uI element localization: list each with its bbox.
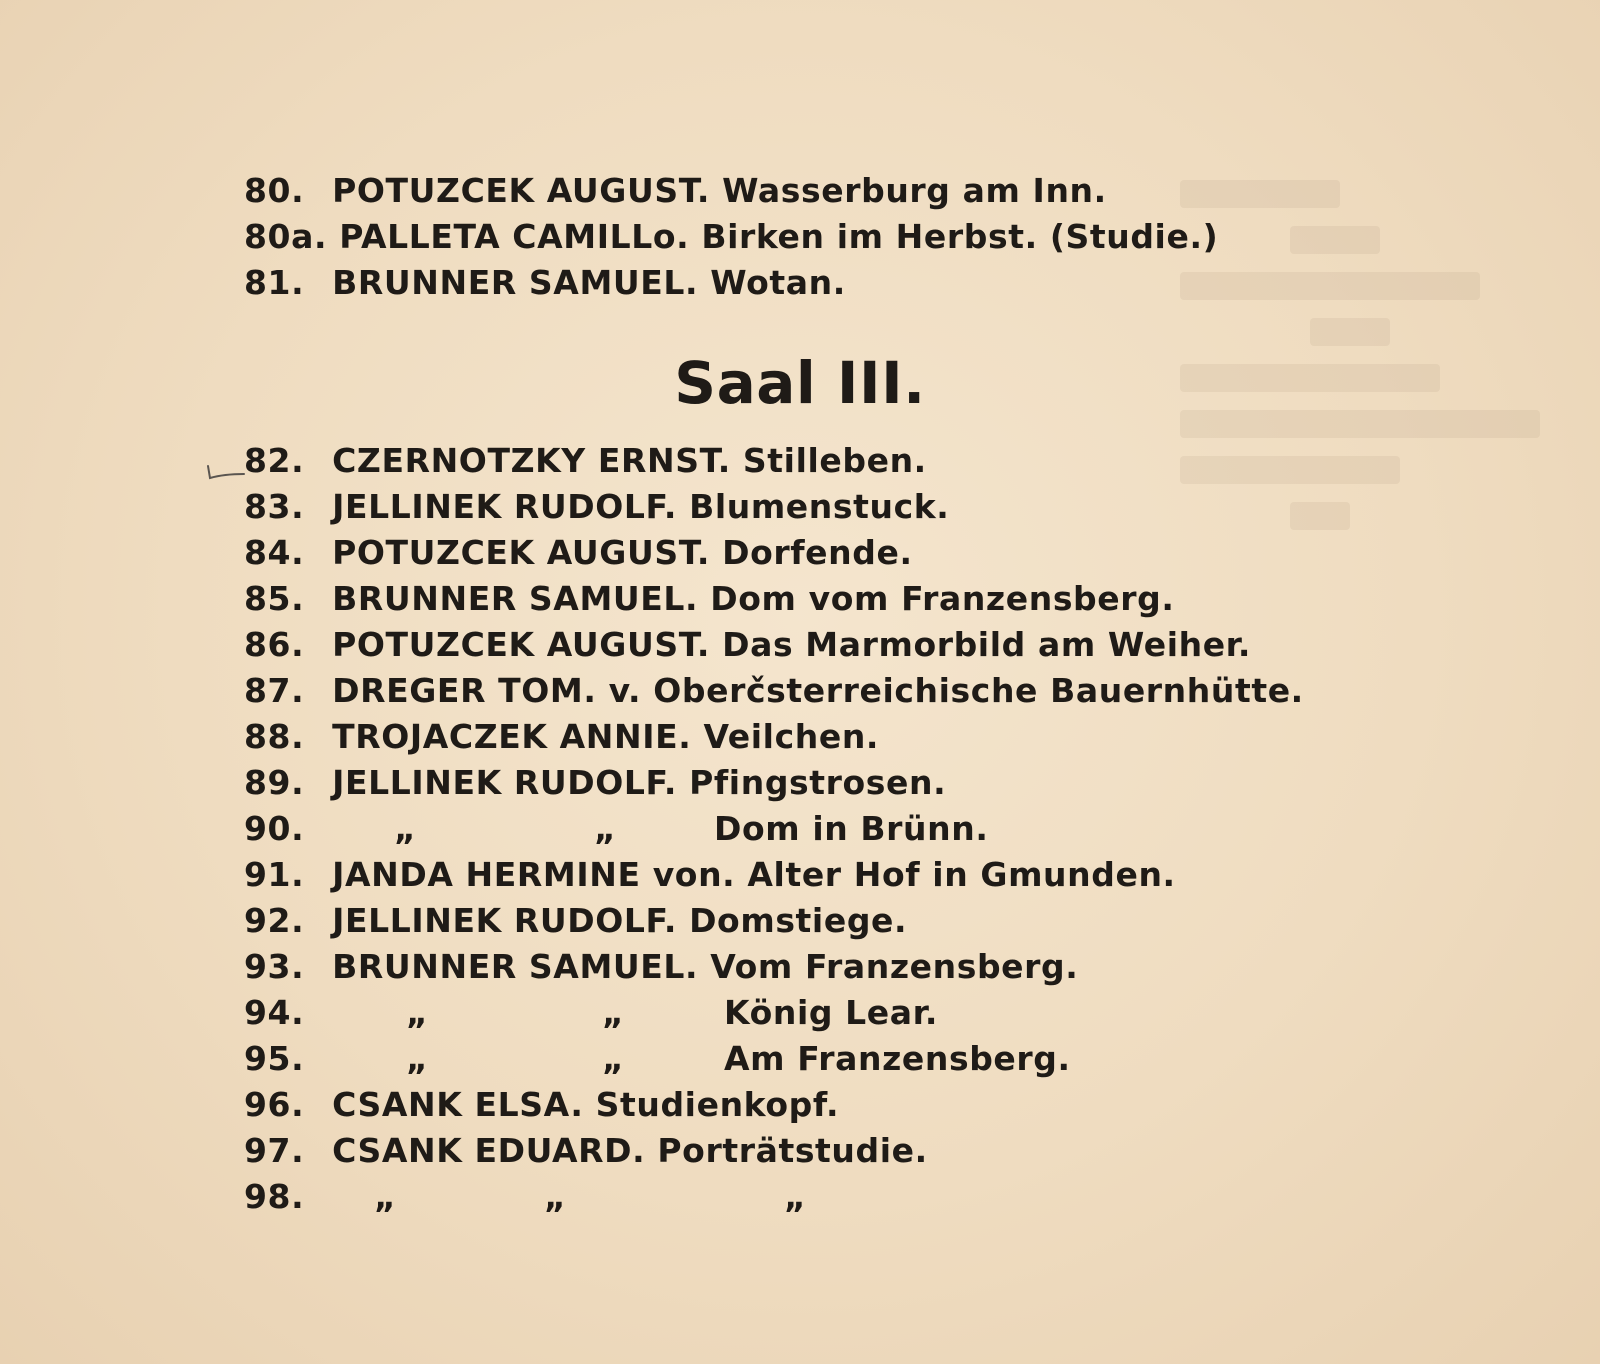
entry-text: POTUZCEK AUGUST. Wasserburg am Inn.	[332, 171, 1107, 210]
entry-number: 88.	[244, 717, 305, 756]
entry-number: 92.	[244, 901, 305, 940]
entry-text: BRUNNER SAMUEL. Vom Franzensberg.	[332, 947, 1079, 986]
entry-number: 83.	[244, 487, 305, 526]
ditto-mark: „	[784, 1177, 807, 1216]
entry-text: DREGER TOM. v. Oberčsterreichische Bauernhütte.	[332, 671, 1304, 710]
catalog-entry-85	[244, 576, 1304, 622]
entry-number: 97.	[244, 1131, 305, 1170]
section-heading-saal-iii: Saal III.	[674, 349, 926, 417]
entry-number: 96.	[244, 1085, 305, 1124]
entry-number: 87.	[244, 671, 305, 710]
catalog-entry-97	[244, 1128, 1304, 1174]
pencil-tick-mark	[204, 460, 248, 482]
entry-text: CSANK ELSA. Studienkopf.	[332, 1085, 840, 1124]
entry-text: CSANK EDUARD. Porträtstudie.	[332, 1131, 928, 1170]
entries-before-saal-iii	[244, 168, 1218, 306]
entry-number: 95.	[244, 1039, 305, 1078]
entry-number: 93.	[244, 947, 305, 986]
catalog-entry-94	[244, 990, 1304, 1036]
catalog-entry-93	[244, 944, 1304, 990]
catalog-entry-80a	[244, 214, 1218, 260]
catalog-entry-96	[244, 1082, 1304, 1128]
ditto-mark: „	[406, 993, 429, 1032]
catalog-entry-82	[244, 438, 1304, 484]
entry-number: 94.	[244, 993, 305, 1032]
ditto-mark: „	[594, 809, 617, 848]
catalog-entry-87	[244, 668, 1304, 714]
ditto-mark: „	[602, 993, 625, 1032]
catalog-entry-83	[244, 484, 1304, 530]
catalog-entry-89	[244, 760, 1304, 806]
catalog-entry-86	[244, 622, 1304, 668]
entry-title: Am Franzensberg.	[724, 1039, 1071, 1078]
entry-number: 86.	[244, 625, 305, 664]
ditto-mark: „	[394, 809, 417, 848]
entry-text: POTUZCEK AUGUST. Dorfende.	[332, 533, 913, 572]
catalog-entry-80	[244, 168, 1218, 214]
entry-text: TROJACZEK ANNIE. Veilchen.	[332, 717, 880, 756]
entry-number: 84.	[244, 533, 305, 572]
entry-number: 98.	[244, 1177, 305, 1216]
entries-saal-iii	[244, 438, 1304, 1220]
entry-number: 90.	[244, 809, 305, 848]
ditto-mark: „	[374, 1177, 397, 1216]
entry-text: JELLINEK RUDOLF. Pfingstrosen.	[332, 763, 947, 802]
entry-number: 91.	[244, 855, 305, 894]
entry-title: Dom in Brünn.	[714, 809, 989, 848]
entry-text: PALLETA CAMILLo. Birken im Herbst. (Studie.)	[339, 217, 1219, 256]
entry-text: JANDA HERMINE von. Alter Hof in Gmunden.	[332, 855, 1176, 894]
entry-text: BRUNNER SAMUEL. Wotan.	[332, 263, 846, 302]
entry-number: 80.	[244, 171, 305, 210]
catalog-entry-81	[244, 260, 1218, 306]
catalog-entry-88	[244, 714, 1304, 760]
catalog-entry-98	[244, 1174, 1304, 1220]
catalog-entry-95	[244, 1036, 1304, 1082]
catalog-entry-92	[244, 898, 1304, 944]
entry-text: POTUZCEK AUGUST. Das Marmorbild am Weiher.	[332, 625, 1251, 664]
entry-text: JELLINEK RUDOLF. Domstiege.	[332, 901, 908, 940]
entry-number: 89.	[244, 763, 305, 802]
catalog-entry-91	[244, 852, 1304, 898]
entry-text: BRUNNER SAMUEL. Dom vom Franzensberg.	[332, 579, 1175, 618]
entry-number: 81.	[244, 263, 305, 302]
ditto-mark: „	[602, 1039, 625, 1078]
entry-text: JELLINEK RUDOLF. Blumenstuck.	[332, 487, 950, 526]
ditto-mark: „	[544, 1177, 567, 1216]
entry-text: CZERNOTZKY ERNST. Stilleben.	[332, 441, 927, 480]
entry-number: 85.	[244, 579, 305, 618]
entry-number: 82.	[244, 441, 305, 480]
catalog-entry-84	[244, 530, 1304, 576]
ditto-mark: „	[406, 1039, 429, 1078]
entry-number: 80a.	[244, 217, 328, 256]
catalog-entry-90	[244, 806, 1304, 852]
entry-title: König Lear.	[724, 993, 938, 1032]
